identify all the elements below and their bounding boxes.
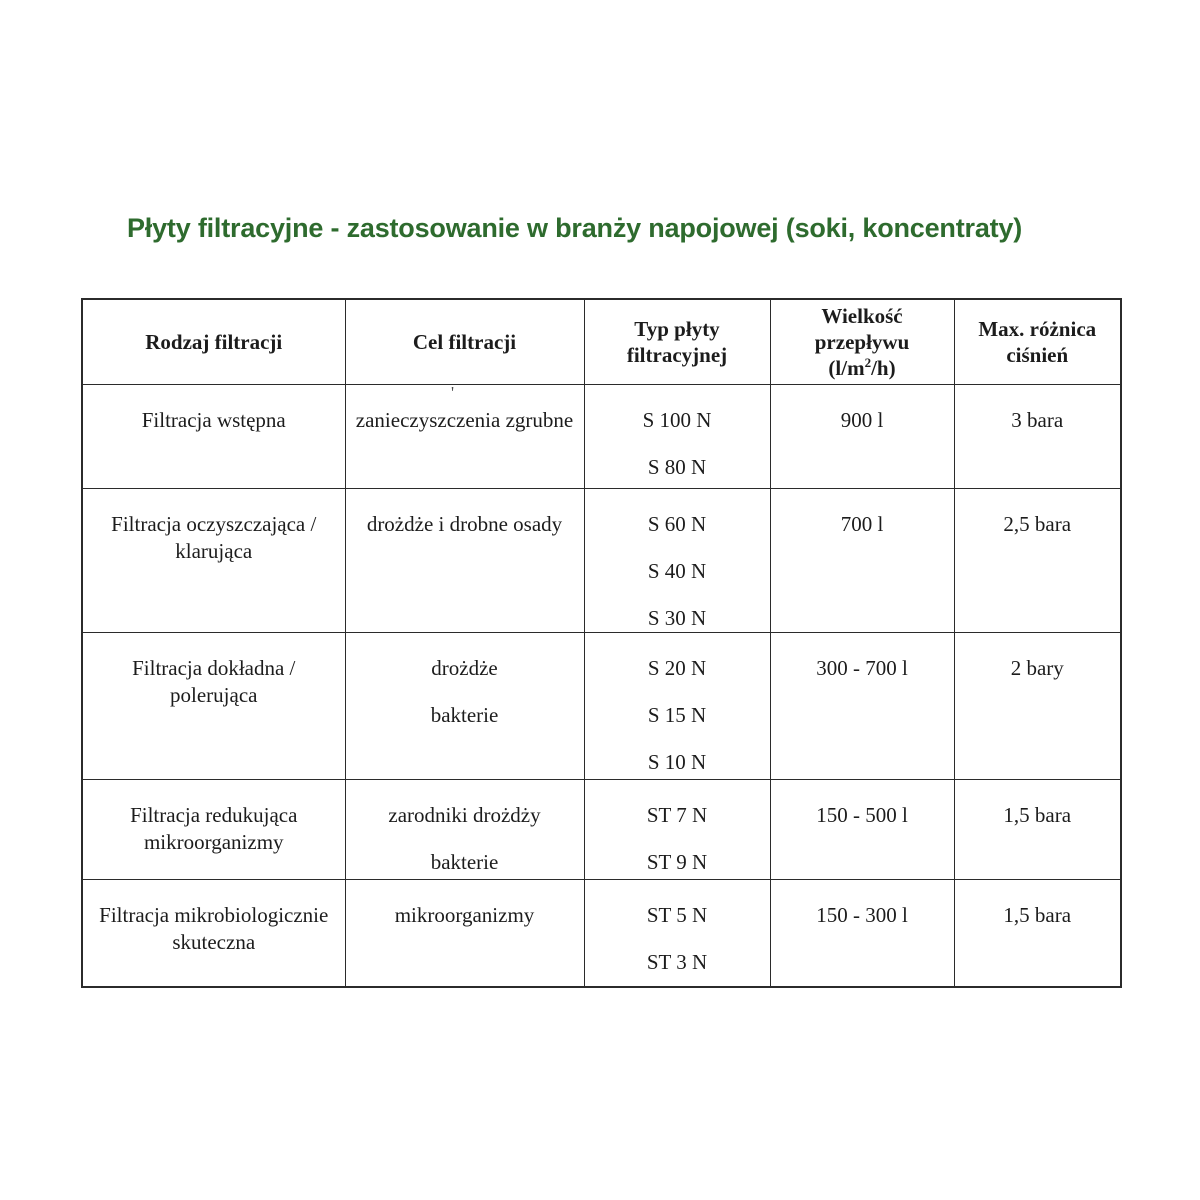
cell-cel: mikroorganizmy — [345, 879, 584, 987]
cell-przeplyw: 700 l — [770, 488, 954, 632]
flow-unit-formula: $(l/m^2/h)$ — [828, 354, 896, 380]
header-label: Cel filtracji — [412, 329, 517, 354]
header-label: Typ płyty — [634, 316, 720, 341]
table-row — [82, 779, 1121, 879]
cell-rodzaj: Filtracja wstępna — [82, 384, 345, 488]
header-rodzaj-filtracji — [82, 299, 345, 384]
cell-rodzaj: Filtracja mikrobiologicznie skuteczna — [82, 879, 345, 987]
cell-cel: drożdże i drobne osady — [345, 488, 584, 632]
cell-typ: ST 7 N ST 9 N — [584, 779, 770, 879]
table-row — [82, 384, 1121, 488]
table-row — [82, 632, 1121, 779]
header-label: przepływu — [814, 329, 910, 354]
cell-rodzaj: Filtracja redukująca mikroorganizmy — [82, 779, 345, 879]
cell-cisnienie: 3 bara — [954, 384, 1121, 488]
cell-typ: S 60 N S 40 N S 30 N — [584, 488, 770, 632]
cell-przeplyw: 300 - 700 l — [770, 632, 954, 779]
cell-cel: drożdże bakterie — [345, 632, 584, 779]
header-label: Max. różnica — [978, 316, 1097, 341]
header-cel-filtracji — [345, 299, 584, 384]
table-row — [82, 879, 1121, 987]
cell-cisnienie: 2,5 bara — [954, 488, 1121, 632]
filtration-table — [81, 298, 1122, 988]
cell-cel: zarodniki drożdży bakterie — [345, 779, 584, 879]
header-label: Rodzaj filtracji — [145, 329, 283, 354]
header-label: Wielkość — [821, 303, 903, 328]
header-max-roznica-cisnien — [954, 299, 1121, 384]
cell-przeplyw: 150 - 500 l — [770, 779, 954, 879]
cell-cisnienie: 1,5 bara — [954, 879, 1121, 987]
cell-cisnienie: 1,5 bara — [954, 779, 1121, 879]
cell-cisnienie: 2 bary — [954, 632, 1121, 779]
page-title: Płyty filtracyjne - zastosowanie w branży napojowej (soki, koncentraty) — [127, 213, 1023, 243]
cell-przeplyw: 900 l — [770, 384, 954, 488]
header-label: filtracyjnej — [626, 342, 728, 367]
cell-rodzaj: Filtracja dokładna / polerująca — [82, 632, 345, 779]
cell-rodzaj: Filtracja oczyszczająca / klarująca — [82, 488, 345, 632]
cell-przeplyw: 150 - 300 l — [770, 879, 954, 987]
cell-cel: zanieczyszczenia zgrubne — [345, 384, 584, 488]
header-wielkosc-przeplywu — [770, 299, 954, 384]
header-label: ciśnień — [1006, 342, 1069, 367]
cell-typ: S 20 N S 15 N S 10 N — [584, 632, 770, 779]
cell-typ: S 100 N S 80 N — [584, 384, 770, 488]
table-row — [82, 488, 1121, 632]
table-header-row — [82, 299, 1121, 384]
cell-typ: ST 5 N ST 3 N — [584, 879, 770, 987]
header-typ-plyty — [584, 299, 770, 384]
scan-artifact-mark: ' — [451, 383, 455, 402]
